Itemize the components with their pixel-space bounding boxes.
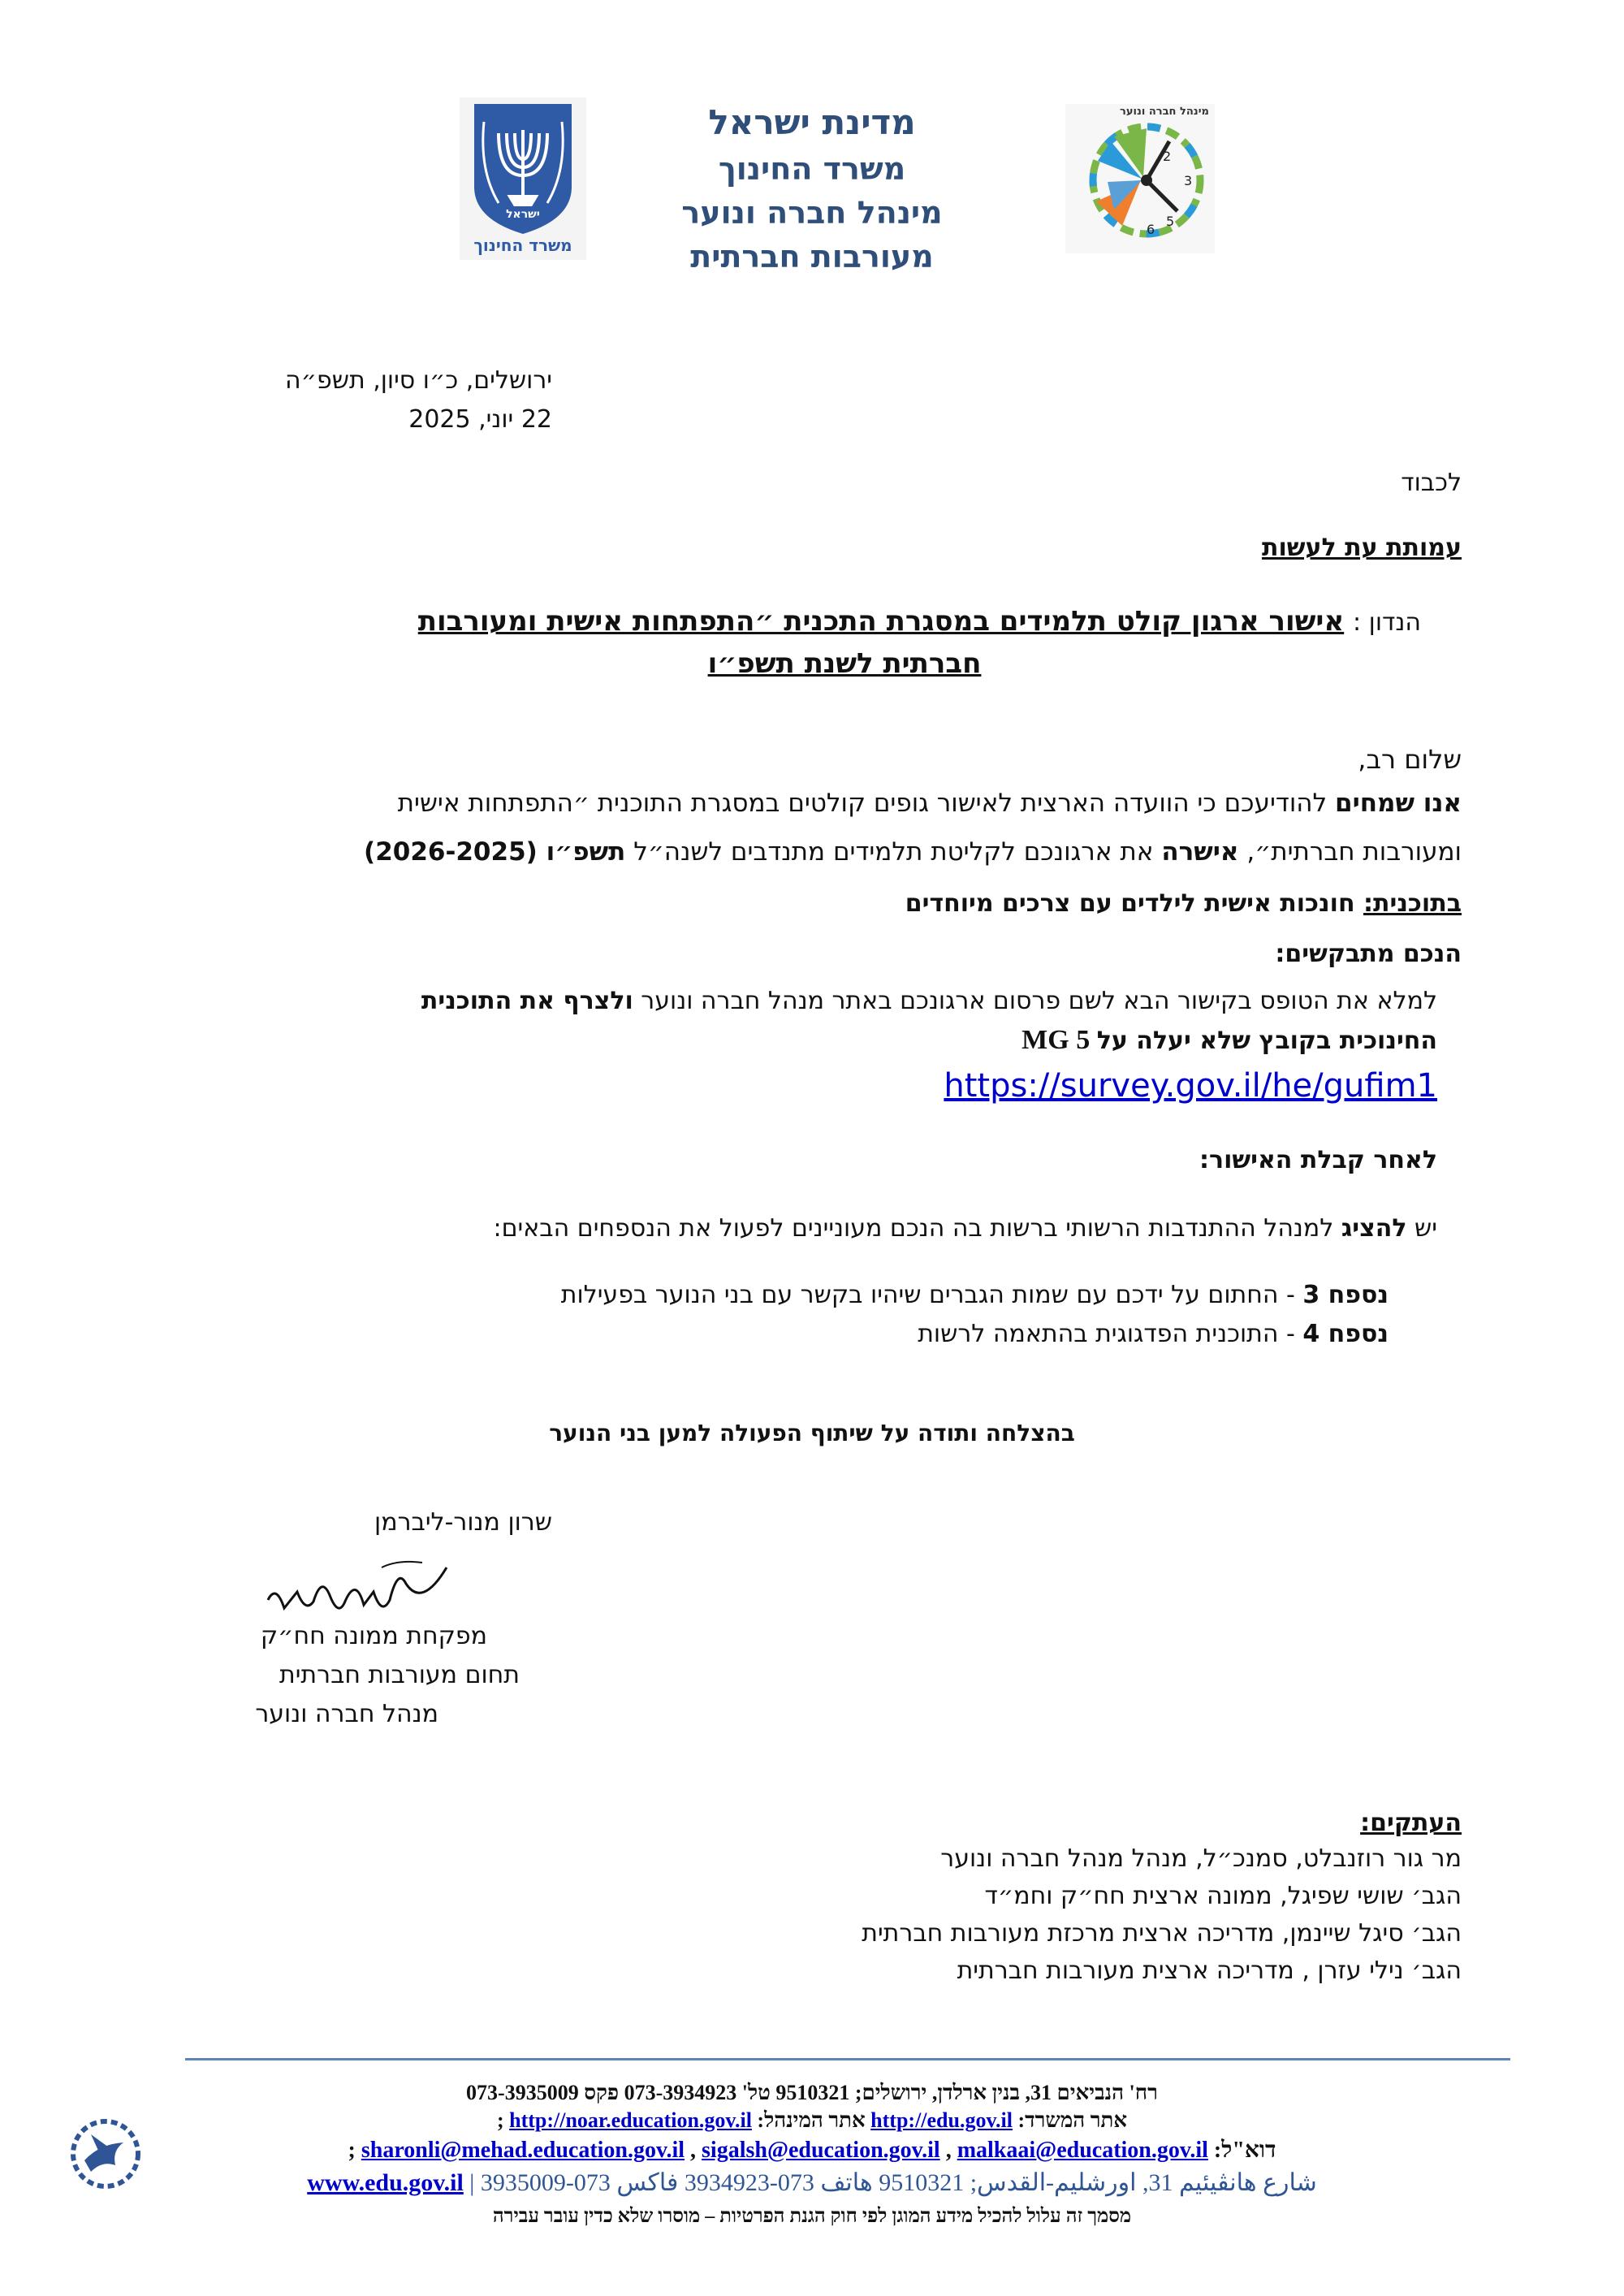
program-line — [568, 885, 1462, 923]
gregorian-date: 22 יוני, 2025 — [408, 405, 552, 434]
footer-mgmt-end: ; — [496, 2108, 504, 2132]
signer-title-1: מפקחת ממונה חח״ק — [260, 1622, 487, 1650]
footer-arabic — [0, 2168, 1624, 2197]
paragraph-line-1 — [244, 785, 1462, 822]
present-rest: למנהל ההתנדבות הרשותי ברשות בה הנכם מעוניינים לפעול את הנספחים הבאים: — [493, 1214, 1341, 1243]
footer-email-label: דוא"ל: — [1213, 2138, 1276, 2163]
footer-arabic-text: شارع هانڤيئيم 31, اورشليم-القدس; 9510321 هاتف 073-3934923 فاكس 073-3935009 | — [469, 2169, 1317, 2196]
annex-4-label: נספח 4 — [1302, 1320, 1389, 1348]
footer-address: רח' הנביאים 31, בנין ארלדן, ירושלים; 9510321 טל' 073-3934923 פקס 073-3935009 — [466, 2081, 1158, 2104]
cc-item-4: הגב׳ נילי עזרן , מדריכה ארצית מעורבות חברתית — [957, 1957, 1462, 1985]
emblem-banner: ישראל — [506, 208, 540, 221]
signer-title-2: תחום מעורבות חברתית — [279, 1661, 520, 1689]
subject-line-2: חברתית לשנת תשפ״ו — [707, 647, 982, 680]
annex-4-text: - התוכנית הפדגוגית בהתאמה לרשות — [918, 1320, 1303, 1348]
header-ministry: משרד החינוך — [718, 151, 906, 187]
present-prefix: יש — [1406, 1214, 1437, 1243]
survey-link[interactable] — [844, 1064, 1437, 1108]
request-text: למלא את הטופס בקישור הבא לשם פרסום ארגונכם באתר מנהל חברה ונוער — [633, 987, 1437, 1015]
paragraph-text-2a: ומעורבות חברתית״, — [1238, 837, 1462, 867]
paragraph-school-year: תשפ״ו (2026-2025) — [364, 837, 626, 867]
header-state-name: מדינת ישראל — [708, 102, 916, 142]
paragraph-text-2b: את ארגונכם לקליטת תלמידים מתנדבים לשנה״ל — [625, 837, 1162, 867]
greeting: שלום רב, — [1358, 744, 1462, 775]
handwritten-signature — [260, 1551, 463, 1624]
footer-privacy: מסמך זה עלול להכיל מידע המוגן לפי חוק הגנת הפרטיות – מוסרו שלא כדין עובר עבירה — [492, 2206, 1132, 2227]
logo-caption: מינהל חברה ונוער — [1120, 106, 1209, 118]
survey-link-text[interactable]: https://survey.gov.il/he/gufim1 — [944, 1067, 1437, 1105]
header-administration: מינהל חברה ונוער — [681, 195, 943, 231]
cc-item-2: הגב׳ שושי שפיגל, ממונה ארצית חח״ק וחמ״ד — [984, 1882, 1462, 1910]
svg-text:5: 5 — [1166, 214, 1175, 229]
paragraph-approved: אישרה — [1161, 837, 1239, 867]
hebrew-date: ירושלים, כ״ו סיון, תשפ״ה — [285, 366, 552, 395]
subject-block — [268, 601, 1421, 684]
cc-label: העתקים: — [1360, 1809, 1462, 1837]
footer-email-1[interactable]: sharonli@mehad.education.gov.il — [361, 2138, 685, 2163]
footer-mgmt-label: אתר המינהל: — [757, 2108, 866, 2132]
paragraph-text-1: להודיעכם כי הוועדה הארצית לאישור גופים קולטים במסגרת התוכנית ״התפתחות אישית — [397, 789, 1335, 818]
footer-logo — [67, 2115, 145, 2193]
emblem-caption: משרד החינוך — [473, 236, 572, 255]
svg-text:3: 3 — [1184, 173, 1193, 188]
annex-3-text: - החתום על ידכם עם שמות הגברים שיהיו בקשר עם בני הנוער בפעילות — [560, 1281, 1303, 1309]
paragraph-line-2 — [244, 833, 1462, 871]
svg-text:2: 2 — [1163, 149, 1172, 164]
recipient-organization: עמותת עת לעשות — [1261, 534, 1462, 562]
clock-dove-logo-icon — [1065, 104, 1215, 253]
program-label: בתוכנית: — [1363, 889, 1462, 918]
signer-name: שרון מנור-ליברמן — [374, 1508, 552, 1537]
youth-administration-logo — [1065, 104, 1215, 253]
footer-email-3[interactable]: malkaai@education.gov.il — [957, 2138, 1208, 2163]
paragraph-bold-opening: אנו שמחים — [1335, 789, 1462, 818]
request-attach-program: ולצרף את התוכנית — [421, 987, 633, 1015]
footer-divider — [185, 2058, 1510, 2060]
footer-site-link[interactable]: http://edu.gov.il — [870, 2108, 1013, 2132]
signer-title-3: מנהל חברה ונוער — [255, 1700, 438, 1728]
cc-item-3: הגב׳ סיגל שיינמן, מדריכה ארצית מרכזת מעורבות חברתית — [862, 1919, 1462, 1948]
footer-email-2[interactable]: sigalsh@education.gov.il — [702, 2138, 940, 2163]
footer-emails: דוא"ל: sharonli@mehad.education.gov.il , sigalsh@education.gov.il , malkaai@education.gov.il ; — [348, 2138, 1276, 2163]
footer-sites — [0, 2108, 1624, 2133]
signature-scribble-icon — [260, 1551, 463, 1624]
subject-label: הנדון : — [1353, 608, 1421, 637]
annex-3-label: נספח 3 — [1302, 1281, 1389, 1309]
addressee-label: לכבוד — [1401, 469, 1462, 497]
annex-4-line — [325, 1316, 1389, 1353]
request-line-1 — [244, 983, 1437, 1020]
requested-label: הנכם מתבקשים: — [1275, 940, 1462, 968]
footer-email-end: ; — [348, 2138, 356, 2163]
footer-arabic-link[interactable]: www.edu.gov.il — [307, 2169, 464, 2196]
footer-dove-gear-icon — [67, 2115, 145, 2193]
present-bold: להציג — [1341, 1214, 1407, 1243]
request-line-2 — [487, 1022, 1437, 1060]
header-department: מעורבות חברתית — [690, 239, 934, 275]
annex-3-line — [325, 1277, 1389, 1314]
after-approval-label: לאחר קבלת האישור: — [1199, 1146, 1437, 1174]
request-file-limit: החינוכית בקובץ שלא יעלה על — [1096, 1027, 1437, 1055]
footer-mgmt-link[interactable]: http://noar.education.gov.il — [509, 2108, 752, 2132]
cc-item-1: מר גור רוזנבלט, סמנכ״ל, מנהל מנהל חברה ונוער — [940, 1844, 1462, 1873]
present-annexes-line — [244, 1210, 1437, 1247]
closing-line: בהצלחה ותודה על שיתוף הפעולה למען בני הנוער — [549, 1420, 1075, 1446]
program-value: חונכות אישית לילדים עם צרכים מיוחדים — [905, 889, 1363, 918]
subject-line-1: אישור ארגון קולט תלמידים במסגרת התכנית ״התפתחות אישית ומעורבות — [417, 605, 1345, 638]
footer-site-label: אתר המשרד: — [1017, 2108, 1128, 2132]
request-file-size: 5 MG — [1021, 1025, 1097, 1055]
svg-text:6: 6 — [1147, 222, 1155, 237]
